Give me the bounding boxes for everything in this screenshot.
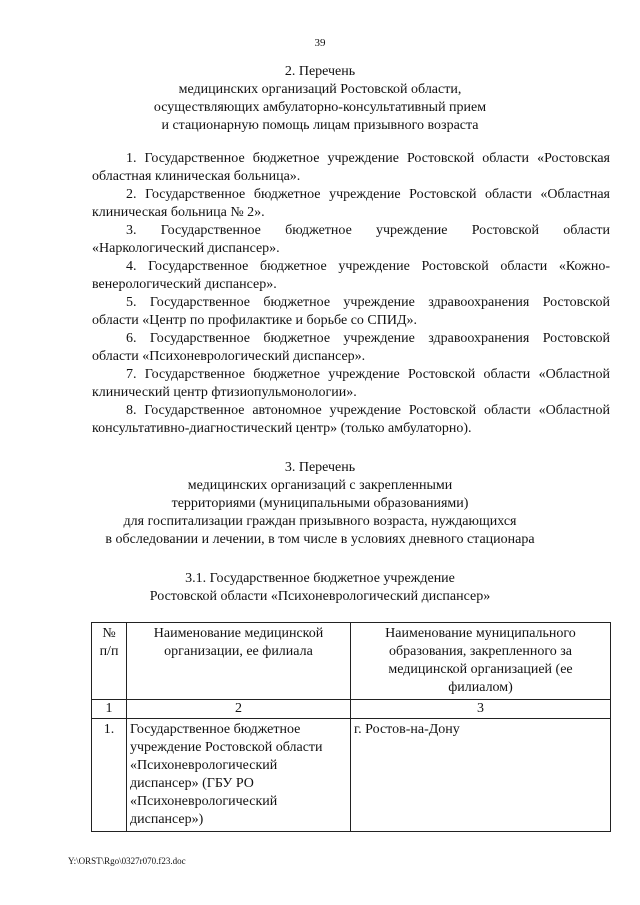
list-item: 6. Государственное бюджетное учреждение здравоохранения Ростовской области «Психоневрологический диспансер». bbox=[92, 331, 610, 364]
section-3-1-heading bbox=[60, 570, 580, 606]
row-organization: Государственное бюджетное учреждение Ростовской области «Психоневрологический диспансер» (ГБУ РО «Психоневрологический диспансер») bbox=[127, 719, 351, 832]
assignment-table bbox=[91, 622, 611, 832]
index-cell: 2 bbox=[127, 700, 351, 719]
organization-list bbox=[92, 150, 610, 438]
table-row bbox=[92, 719, 611, 832]
heading-line: в обследовании и лечении, в том числе в условиях дневного стационара bbox=[105, 532, 535, 547]
header-municipality: Наименование муниципального образования, закрепленного за медицинской организацией (ее филиалом) bbox=[351, 623, 611, 700]
index-cell: 3 bbox=[351, 700, 611, 719]
list-item: 7. Государственное бюджетное учреждение Ростовской области «Областной клинический центр фтизиопульмонологии». bbox=[92, 367, 610, 400]
section-2-heading bbox=[60, 63, 580, 135]
index-cell: 1 bbox=[92, 700, 127, 719]
heading-line: осуществляющих амбулаторно-консультативный прием bbox=[153, 100, 487, 115]
heading-line: медицинских организаций с закрепленными bbox=[187, 478, 453, 493]
table-index-row bbox=[92, 700, 611, 719]
header-number: № п/п bbox=[92, 623, 127, 700]
list-item: 3. Государственное бюджетное учреждение Ростовской области «Наркологический диспансер». bbox=[92, 223, 610, 256]
heading-line: и стационарную помощь лицам призывного возраста bbox=[161, 118, 479, 133]
file-path-footer: Y:\ORST\Rgo\0327r070.f23.doc bbox=[68, 856, 186, 866]
heading-line: медицинских организаций Ростовской области, bbox=[178, 82, 462, 97]
section-3-heading bbox=[60, 459, 580, 549]
heading-line: территориями (муниципальными образованиями) bbox=[171, 496, 469, 511]
list-item: 8. Государственное автономное учреждение Ростовской области «Областной консультативно-диагностический центр» (только амбулаторно). bbox=[92, 403, 610, 436]
list-item: 1. Государственное бюджетное учреждение Ростовской области «Ростовская областная клиническая больница». bbox=[92, 151, 610, 184]
row-municipality: г. Ростов-на-Дону bbox=[351, 719, 611, 832]
heading-line: 3. Перечень bbox=[284, 460, 356, 475]
list-item: 2. Государственное бюджетное учреждение Ростовской области «Областная клиническая больница № 2». bbox=[92, 187, 610, 220]
table-header-row bbox=[92, 623, 611, 700]
heading-line: для госпитализации граждан призывного возраста, нуждающихся bbox=[123, 514, 517, 529]
list-item: 4. Государственное бюджетное учреждение Ростовской области «Кожно-венерологический диспансер». bbox=[92, 259, 610, 292]
subheading-line: 3.1. Государственное бюджетное учреждение bbox=[185, 571, 455, 586]
row-number: 1. bbox=[92, 719, 127, 832]
subheading-line: Ростовской области «Психоневрологический диспансер» bbox=[149, 589, 491, 604]
page-number: 39 bbox=[314, 37, 326, 49]
heading-line: 2. Перечень bbox=[284, 64, 356, 79]
list-item: 5. Государственное бюджетное учреждение здравоохранения Ростовской области «Центр по профилактике и борьбе со СПИД». bbox=[92, 295, 610, 328]
header-organization: Наименование медицинской организации, ее филиала bbox=[127, 623, 351, 700]
